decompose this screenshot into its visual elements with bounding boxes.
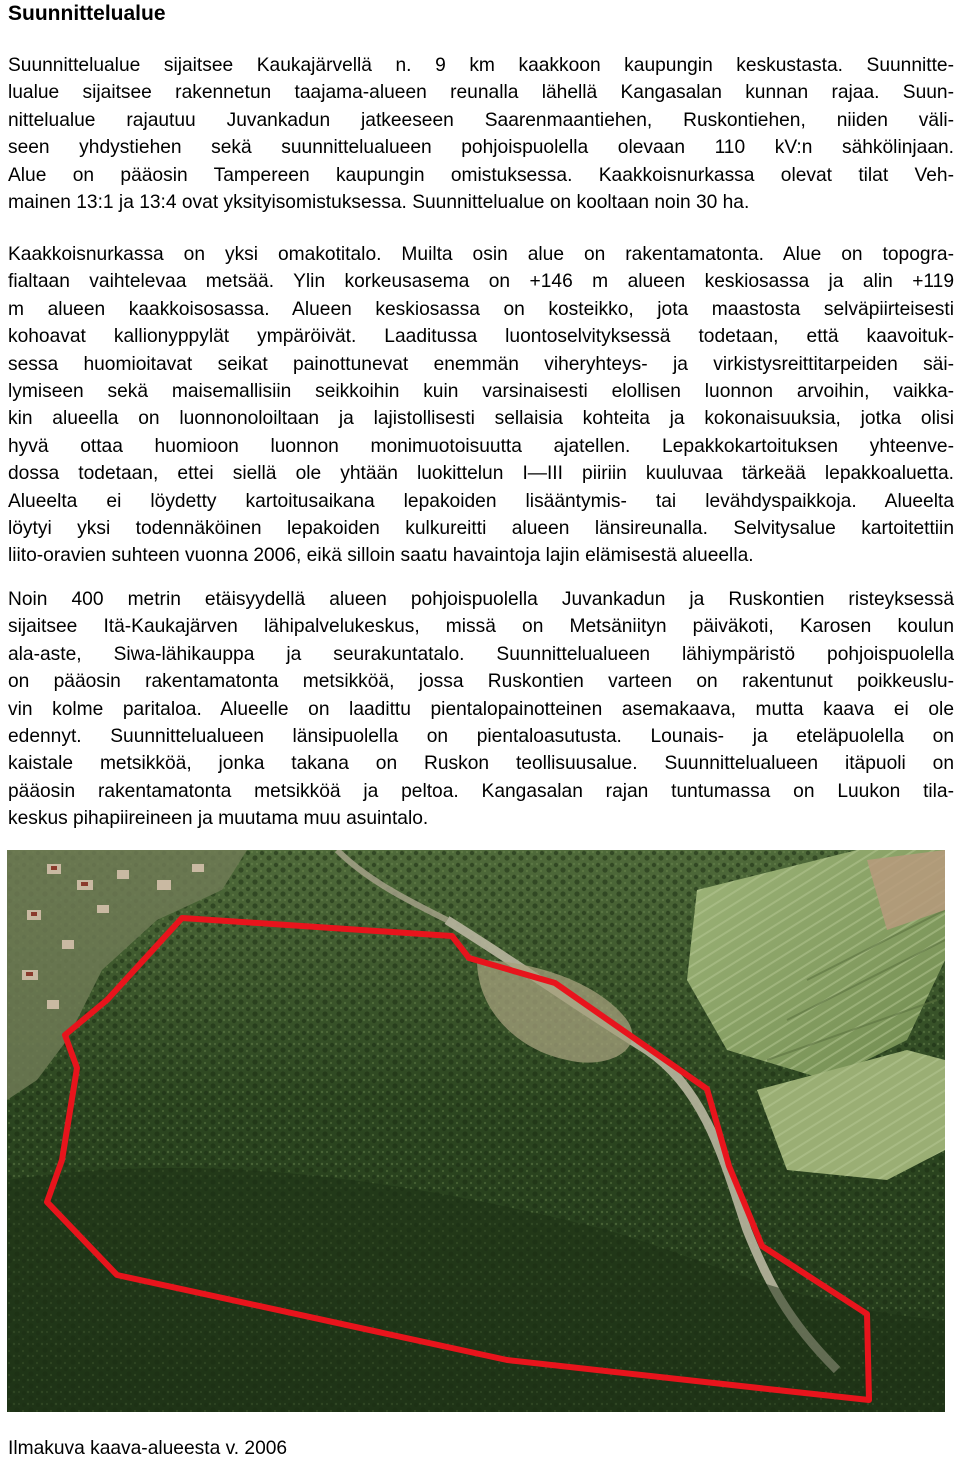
paragraph-line: kin alueella on luonnonoloiltaan ja lajistollisesti sellaisia kohteita ja kokonaisuuksia, jotka olisi	[8, 408, 954, 430]
paragraph-line: nittelualue rajautuu Juvankadun jatkeeseen Saarenmaantiehen, Ruskontiehen, niiden väli-	[8, 109, 954, 131]
paragraph-line: Alueelta ei löydetty kartoitusaikana lepakoiden lisääntymis- tai levähdyspaikkoja. Alueelta	[8, 490, 954, 512]
paragraph-line: Noin 400 metrin etäisyydellä alueen pohjoispuolella Juvankadun ja Ruskontien risteyksessä	[8, 589, 954, 610]
paragraph-line: seen yhdystiehen sekä suunnittelualueen pohjoispuolella olevaan 110 kV:n sähkölinjaan.	[8, 137, 954, 159]
paragraph-line: Suunnittelualue sijaitsee Kaukajärvellä n. 9 km kaakkoon kaupungin keskustasta. Suunnitte-	[8, 55, 954, 76]
paragraph-line: fialtaan vaihtelevaa metsää. Ylin korkeusasema on +146 m alueen keskiosassa ja alin +119	[8, 271, 954, 293]
paragraph-line: liito-oravien suhteen vuonna 2006, eikä silloin saatu havaintoja lajin elämisestä alueella.	[8, 545, 754, 567]
paragraph-line: on pääosin rakentamatonta metsikköä, jossa Ruskontien varteen on rakentunut poikkeuslu-	[8, 671, 954, 693]
figure-caption: Ilmakuva kaava-alueesta v. 2006	[8, 1438, 288, 1459]
paragraph-line: pääosin rakentamatonta metsikköä ja peltoa. Kangasalan rajan tuntumassa on Luukon tila-	[8, 780, 954, 802]
paragraph-line: m alueen kaakkoisosassa. Alueen keskiosassa on kosteikko, jota maastosta selväpiirteisesti	[8, 298, 954, 320]
paragraph-line: hyvä ottaa huomioon luonnon monimuotoisuutta ajatellen. Lepakkokartoituksen yhteenve-	[8, 435, 954, 457]
paragraph-line: kohoavat kallionyppylät ympäröivät. Laaditussa luontoselvityksessä todetaan, että kaavoituk-	[8, 326, 954, 348]
paragraph-line: dossa todetaan, ettei siellä ole yhtään luokittelun I—III piiriin kuuluvaa tärkeää lepakkoaluetta.	[8, 463, 954, 485]
page-title: Suunnittelualue	[8, 2, 166, 25]
paragraph-line: löytyi yksi todennäköinen lepakoiden kulkureitti alueen länsireunalla. Selvitysalue kartoitettiin	[8, 518, 954, 540]
paragraph-surroundings	[8, 586, 954, 833]
paragraph-line: lualue sijaitsee rakennetun taajama-alueen reunalla lähellä Kangasalan kunnan rajaa. Suun-	[8, 82, 954, 104]
paragraph-line: sijaitsee Itä-Kaukajärven lähipalvelukeskus, missä on Metsäniityn päiväkoti, Karosen koulun	[8, 616, 954, 638]
paragraph-line: Kaakkoisnurkassa on yksi omakotitalo. Muilta osin alue on rakentamatonta. Alue on topogra-	[8, 244, 954, 265]
paragraph-line: sessa huomioitavat seikat painottunevat enemmän viheryhteys- ja virkistysreittitarpeiden säi-	[8, 353, 954, 375]
paragraph-line: Alue on pääosin Tampereen kaupungin omistuksessa. Kaakkoisnurkassa olevat tilat Veh-	[8, 164, 954, 186]
paragraph-line: edennyt. Suunnittelualueen länsipuolella on pientaloasutusta. Lounais- ja eteläpuolella on	[8, 726, 954, 748]
aerial-photo	[7, 850, 945, 1412]
paragraph-location	[8, 52, 954, 216]
paragraph-line: lymiseen sekä maisemallisiin seikkoihin kuin varsinaisesti elollisen luonnon arvoihin, vaikka-	[8, 381, 954, 403]
paragraph-line: mainen 13:1 ja 13:4 ovat yksityisomistuksessa. Suunnittelualue on kooltaan noin 30 ha.	[8, 192, 750, 214]
paragraph-nature	[8, 241, 954, 570]
paragraph-line: ala-aste, Siwa-lähikauppa ja seurakuntatalo. Suunnittelualueen lähiympäristö pohjoispuolella	[8, 643, 954, 665]
paragraph-line: kaistale metsikköä, jonka takana on Ruskon teollisuusalue. Suunnittelualueen itäpuoli on	[8, 753, 954, 775]
paragraph-line: keskus pihapiireineen ja muutama muu asuintalo.	[8, 808, 429, 830]
paragraph-line: vin kolme paritaloa. Alueelle on laadittu pientalopainotteinen asemakaava, mutta kaava ei ole	[8, 698, 954, 720]
